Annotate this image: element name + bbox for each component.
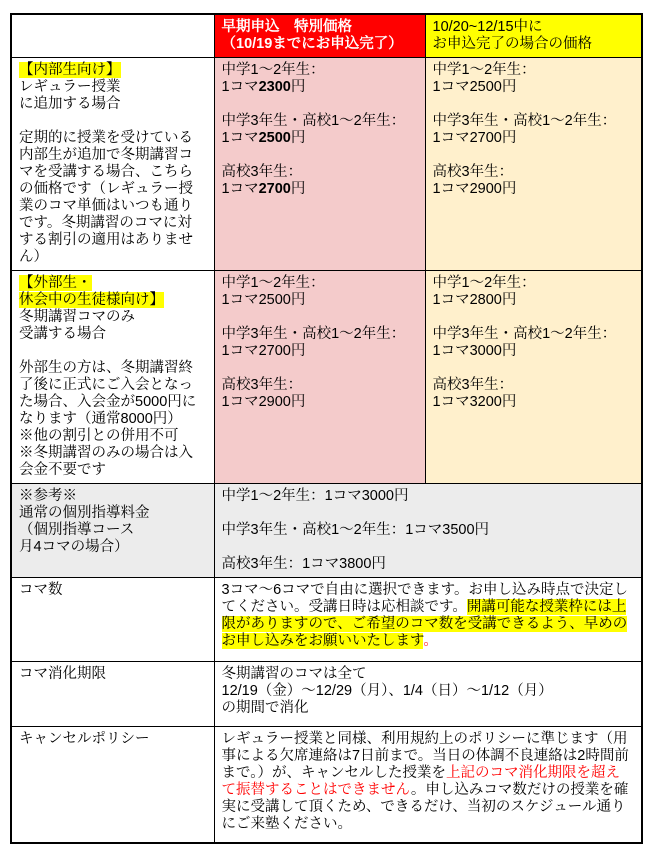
price-value: 1コマ2700円 [221, 181, 306, 197]
price-value: 1コマ2300円 [221, 79, 306, 95]
koma-deadline-line2: 12/19（金）～12/29（月）、1/4（日）～1/12（月） [221, 683, 553, 699]
koma-deadline-label: コマ消化期限 [19, 666, 106, 682]
price-grade-label: 中学1～2年生： [221, 275, 325, 291]
reference-price-row [11, 484, 642, 578]
price-item [222, 326, 417, 360]
price-item [222, 164, 417, 198]
internal-title-line3: に追加する場合 [19, 96, 121, 112]
price-item [433, 113, 634, 147]
price-value: 1コマ2500円 [432, 79, 517, 95]
price-grade-label: 中学3年生・高校1～2年生： [221, 113, 406, 129]
cancel-policy-label: キャンセルポリシー [19, 731, 150, 747]
external-title-highlight2: 休会中の生徒様向け】 [19, 292, 164, 308]
late-header-line2: お申込完了の場合の価格 [432, 36, 592, 52]
reference-label-line4: 月4コマの場合） [19, 539, 129, 555]
early-header-line1: 早期申込 特別価格 [221, 19, 352, 35]
late-header-line1: 10/20~12/15中に [432, 19, 543, 35]
external-note2: ※冬期講習のみの場合は入会金不要です [19, 445, 193, 478]
koma-deadline-text-cell [214, 662, 642, 727]
price-value: 1コマ2500円 [221, 130, 306, 146]
header-early-discount-cell [214, 14, 425, 58]
external-title-line4: 受講する場合 [19, 326, 106, 342]
internal-title-line2: レギュラー授業 [19, 79, 121, 95]
price-item [433, 326, 634, 360]
koma-deadline-line3: の期間で消化 [221, 700, 309, 716]
header-regular-period-cell [425, 14, 642, 58]
price-grade-label: 中学1～2年生： [432, 275, 536, 291]
koma-deadline-label-cell [11, 662, 214, 727]
external-late-price-cell [425, 271, 642, 484]
spacer [19, 113, 206, 130]
koma-count-text-end: 。 [423, 633, 438, 649]
koma-count-text-cell [214, 578, 642, 662]
price-item [222, 62, 417, 96]
cancel-policy-row [11, 727, 642, 843]
price-item [222, 275, 417, 309]
koma-count-text-highlight: 開講可能な授業枠には上限がありますので、ご希望のコマ数を受講できるよう、早めのお申し込みをお願いいたします [221, 599, 628, 649]
price-value: 1コマ2900円 [221, 394, 306, 410]
cancel-policy-text-after: 。申し込みコマ数だけの授業を確実に受講して頂くため、できるだけ、当初のスケジュール通りにご来塾ください。 [221, 782, 629, 832]
reference-label-line2: 通常の個別指導料金 [19, 505, 150, 521]
cancel-policy-text-red: 上記のコマ消化期限を超えて振替することはできません [221, 765, 620, 798]
price-grade-label: 高校3年生： [432, 164, 514, 180]
koma-count-label: コマ数 [19, 582, 63, 598]
price-grade-label: 中学3年生・高校1～2年生： [221, 326, 406, 342]
external-title-line3: 冬期講習コマのみ [19, 309, 135, 325]
koma-count-row [11, 578, 642, 662]
internal-label-cell [11, 58, 214, 271]
price-item [222, 113, 417, 147]
koma-deadline-line1: 冬期講習のコマは全て [221, 666, 367, 682]
reference-label-line1: ※参考※ [19, 488, 77, 504]
spacer [19, 343, 206, 360]
early-header-line2: （10/19までにお申込完了） [221, 36, 403, 52]
cancel-policy-label-cell [11, 727, 214, 843]
internal-early-price-cell [214, 58, 425, 271]
price-value: 1コマ2800円 [432, 292, 517, 308]
price-item [222, 377, 417, 411]
external-early-price-cell [214, 271, 425, 484]
internal-late-price-cell [425, 58, 642, 271]
external-description: 外部生の方は、冬期講習終了後に正式にご入会となった場合、入会金が5000円になります（通常8000円） [19, 360, 197, 427]
price-value: 1コマ2700円 [432, 130, 517, 146]
price-item [433, 164, 634, 198]
reference-label-cell [11, 484, 214, 578]
internal-title-highlight: 【内部生向け】 [19, 62, 121, 78]
price-grade-label: 中学3年生・高校1～2年生： [432, 113, 617, 129]
reference-label-line3: （個別指導コース [19, 522, 135, 538]
price-grade-label: 中学1～2年生： [221, 62, 325, 78]
reference-price-line: 中学1～2年生：1コマ3000円 [221, 488, 409, 504]
price-value: 1コマ3200円 [432, 394, 517, 410]
internal-student-row [11, 58, 642, 271]
koma-deadline-row [11, 662, 642, 727]
price-grade-label: 中学3年生・高校1～2年生： [432, 326, 617, 342]
price-value: 1コマ2500円 [221, 292, 306, 308]
cancel-policy-text-cell [214, 727, 642, 843]
price-item [433, 275, 634, 309]
internal-description: 定期的に授業を受けている内部生が追加で冬期講習コマを受講する場合、こちらの価格です（レギュラー授業のコマ単価はいつも通りです。冬期講習のコマに対する割引の適用はありません） [19, 130, 193, 265]
external-note1: ※他の割引との併用不可 [19, 428, 179, 444]
price-grade-label: 高校3年生： [221, 377, 303, 393]
header-blank-cell [11, 14, 214, 58]
price-grade-label: 中学1～2年生： [432, 62, 536, 78]
reference-price-line: 中学3年生・高校1～2年生：1コマ3500円 [221, 522, 490, 538]
cancel-policy-text-before: レギュラー授業と同様、利用規約上のポリシーに準じます（用事による欠席連絡は7日前まで。当日の体調不良連絡は2時間前まで。）が、キャンセルした授業を [221, 731, 629, 781]
price-value: 1コマ3000円 [432, 343, 517, 359]
external-title-highlight1: 【外部生・ [19, 275, 92, 291]
price-item [433, 377, 634, 411]
price-grade-label: 高校3年生： [432, 377, 514, 393]
reference-price-cell [214, 484, 642, 578]
price-grade-label: 高校3年生： [221, 164, 303, 180]
price-value: 1コマ2700円 [221, 343, 306, 359]
price-item [433, 62, 634, 96]
header-row [11, 14, 642, 58]
price-value: 1コマ2900円 [432, 181, 517, 197]
reference-price-line: 高校3年生：1コマ3800円 [221, 556, 386, 572]
external-label-cell [11, 271, 214, 484]
koma-count-label-cell [11, 578, 214, 662]
external-student-row [11, 271, 642, 484]
winter-course-pricing-table [10, 13, 643, 844]
koma-count-text-normal: 3コマ～6コマで自由に選択できます。お申し込み時点で決定してください。受講日時は応相談です。 [221, 582, 628, 615]
